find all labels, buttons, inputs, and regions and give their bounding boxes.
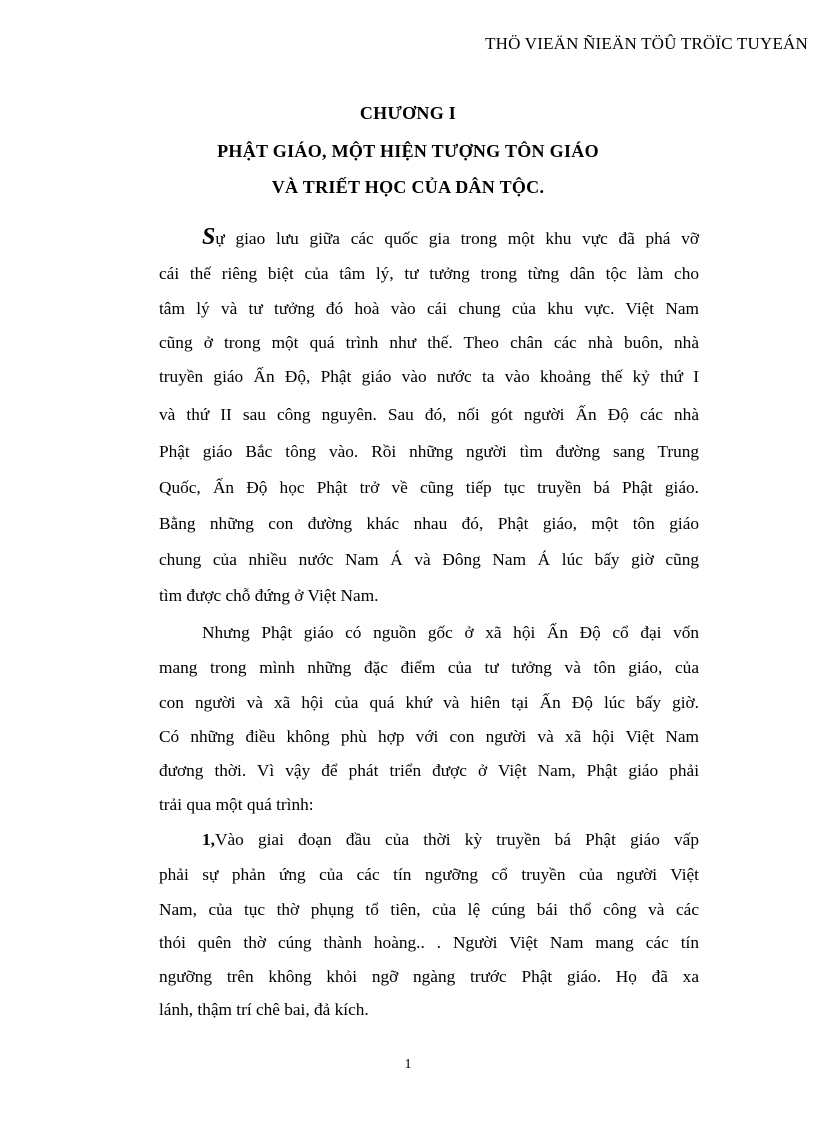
paragraph-1-line-2: cái thế riêng biệt của tâm lý, tư tưởng trong từng dân tộc làm cho [159,264,699,283]
dropcap: S [202,224,216,250]
paragraph-1-line-9: Bằng những con đường khác nhau đó, Phật giáo, một tôn giáo [159,514,699,533]
paragraph-2-line-4: Có những điều không phù hợp với con người và xã hội Việt Nam [159,727,699,746]
page-number: 1 [404,1057,412,1072]
paragraph-3-line-4: thói quên thờ cúng thành hoàng.. . Người Việt Nam mang các tín [159,933,699,952]
paragraph-3-line-1 [202,829,699,851]
paragraph-1-line-8: Quốc, Ấn Độ học Phật trở về cũng tiếp tục truyền bá Phật giáo. [159,478,699,497]
running-header: THÖ VIEÄN ÑIEÄN TÖÛ TRÖÏC TUYEÁN [485,34,808,53]
paragraph-3-line-1-text: Vào giai đoạn đầu của thời kỳ truyền bá Phật giáo vấp [214,830,699,849]
paragraph-3-line-6: lánh, thậm trí chê bai, đả kích. [159,1000,369,1019]
paragraph-2-line-2: mang trong mình những đặc điểm của tư tưởng và tôn giáo, của [159,658,699,677]
paragraph-1-line-6: và thứ II sau công nguyên. Sau đó, nối gót người Ấn Độ các nhà [159,405,699,424]
paragraph-1-line-1-text: ự giao lưu giữa các quốc gia trong một khu vực đã phá vỡ [215,229,699,248]
paragraph-2-line-6: trải qua một quá trình: [159,795,314,814]
chapter-title-line-1: PHẬT GIÁO, MỘT HIỆN TƯỢNG TÔN GIÁO [217,141,599,161]
paragraph-2-line-5: đương thời. Vì vậy để phát triển được ở Việt Nam, Phật giáo phải [159,761,699,780]
paragraph-1-line-5: truyền giáo Ấn Độ, Phật giáo vào nước ta vào khoảng thế kỷ thứ I [159,367,699,386]
paragraph-2-line-1: Nhưng Phật giáo có nguồn gốc ở xã hội Ấn Độ cổ đại vốn [202,623,699,642]
paragraph-1-line-7: Phật giáo Bắc tông vào. Rồi những người tìm đường sang Trung [159,442,699,461]
paragraph-1-line-4: cũng ở trong một quá trình như thế. Theo chân các nhà buôn, nhà [159,333,699,352]
chapter-number: CHƯƠNG I [359,103,457,123]
paragraph-1-line-11: tìm được chỗ đứng ở Việt Nam. [159,586,379,605]
paragraph-1-line-1 [202,226,699,250]
paragraph-3-line-5: ngưỡng trên không khỏi ngỡ ngàng trước Phật giáo. Họ đã xa [159,967,699,986]
paragraph-2-line-3: con người và xã hội của quá khứ và hiên tại Ấn Độ lúc bấy giờ. [159,693,699,712]
paragraph-1-line-10: chung của nhiều nước Nam Á và Đông Nam Á lúc bấy giờ cũng [159,550,699,569]
chapter-title-line-2: VÀ TRIẾT HỌC CỦA DÂN TỘC. [271,177,545,197]
paragraph-3-line-2: phải sự phản ứng của các tín ngưỡng cổ truyền của người Việt [159,865,699,884]
paragraph-3-line-3: Nam, của tục thờ phụng tổ tiên, của lệ cúng bái thổ công và các [159,900,699,919]
list-number: 1, [202,830,215,849]
paragraph-1-line-3: tâm lý và tư tưởng đó hoà vào cái chung của khu vực. Việt Nam [159,299,699,318]
